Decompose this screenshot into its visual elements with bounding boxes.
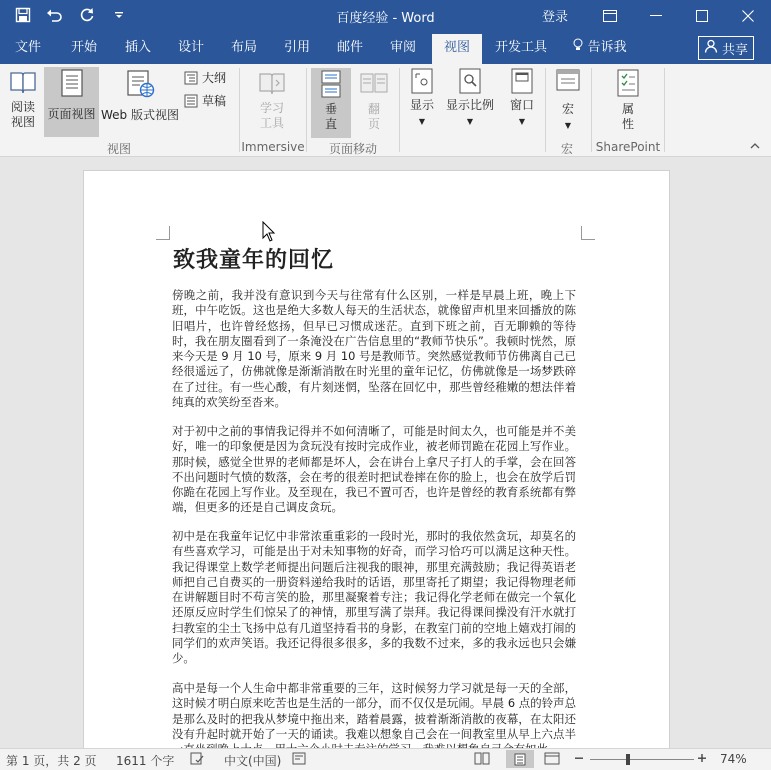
draft-button[interactable] — [184, 92, 234, 110]
show-icon — [410, 68, 434, 94]
maximize-icon[interactable] — [679, 0, 725, 32]
macro-record-icon[interactable] — [292, 752, 306, 768]
document-paragraph[interactable]: 初中是在我童年记忆中非常浓重重彩的一段时光，那时的我依然贪玩，却莫名的有些喜欢学习，可能是出于对未知事物的好奇，而学习恰巧可以满足这种天性。我记得课堂上数学老师提出问题后注视我的眼神，那里充满鼓励；我记得英语老师把自己自费买的一册资料递给我时的话语，那里寄托了期望；我记得物理老师在讲解题目时不苟言笑的脸，那里凝聚着专注；我记得化学老师在做完一个氧化还原反应时学生们惊呆了的神情，那里写满了崇拜。我记得课间操没有汗水就打扫教室的尘土飞扬中总有几道坚持看书的身影，在教室门前的空地上嬉戏打闹的同学们的欢声笑语。我还记得很多很多，多的我数不过来，多的我永远也只会嫌少。 — [172, 529, 576, 666]
print-layout-status-icon[interactable] — [506, 750, 534, 768]
tab-file[interactable]: 文件 — [14, 40, 41, 55]
properties-label: 属 性 — [621, 102, 634, 131]
learning-tools-button[interactable] — [248, 69, 296, 139]
ribbon-view — [0, 64, 771, 157]
ribbon-tabs — [0, 32, 771, 64]
minimize-icon[interactable] — [633, 0, 679, 32]
show-label: 显示 — [409, 98, 434, 112]
language[interactable]: 中文(中国) — [224, 754, 282, 768]
vertical-icon — [320, 70, 342, 98]
read-mode-label: 阅读 视图 — [10, 100, 35, 129]
document-paragraph[interactable]: 傍晚之前，我并没有意识到今天与往常有什么区别，一样是早晨上班，晚上下班，中午吃饭。这也是绝大多数人每天的生活状态，就像留声机里来回播放的陈旧唱片，也许曾经悠扬，但早已习惯成迷茫。直到下班之前，百无聊赖的等待时，我在朋友圈看到了一条淹没在广告信息里的“教师节快乐”。我顿时恍然，原来今天是 9 月 10 号，原来 9 月 10 号是教师节。突然感觉教师节仿佛离自己已经很遥远了，仿佛就像是渐渐消散在时光里的童年记忆，仿佛就像是一场梦跌碎在了过往。有一些心酸，有片刻迷惘，坠落在回忆中，那些曾经稚嫩的想法伴着纯真的欢笑纷至沓来。 — [172, 288, 576, 410]
zoom-out-button[interactable] — [574, 751, 584, 768]
macros-label: 宏 — [561, 102, 574, 116]
print-layout-icon — [60, 69, 84, 97]
macros-icon — [554, 68, 582, 98]
document-paragraph[interactable]: 高中是每一个人生命中都非常重要的三年，这时候努力学习就是每一天的全部，这时候才明白原来吃苦也是生活的一部分，而不仅仅是玩闹。早晨 6 点的铃声总是那么及时的把我从梦境中拖出来，踏着晨露，披着渐渐消散的夜幕，在太阳还没有升起时就开始了一天的诵读。我难以想象自己会在一间教室里从早上六点半 — [172, 681, 576, 741]
zoom-button[interactable] — [444, 68, 496, 138]
ribbon-display-options-icon[interactable] — [587, 0, 633, 32]
close-icon[interactable] — [725, 0, 771, 32]
chevron-down-icon: ▼ — [418, 117, 426, 126]
tab-home[interactable]: 开始 — [70, 40, 97, 55]
read-mode-icon — [9, 68, 37, 96]
group-label-views: 视图 — [106, 142, 131, 156]
tell-me-label: 告诉我 — [587, 40, 627, 55]
group-separator — [399, 68, 400, 152]
macros-button[interactable] — [548, 68, 588, 138]
window-label: 窗口 — [509, 98, 534, 112]
print-layout-label: 页面视图 — [47, 107, 96, 121]
zoom-in-button[interactable] — [697, 751, 707, 768]
window-icon — [510, 68, 534, 94]
document-page[interactable] — [83, 170, 670, 770]
read-mode-status-icon[interactable] — [474, 752, 490, 768]
magnifier-icon — [458, 68, 482, 94]
lightbulb-icon — [573, 40, 587, 55]
proofing-icon[interactable] — [190, 752, 204, 768]
zoom-label: 显示比例 — [445, 98, 494, 112]
tab-references[interactable]: 引用 — [283, 40, 310, 55]
tab-developer[interactable]: 开发工具 — [494, 40, 547, 55]
side-to-side-icon — [360, 70, 388, 98]
tab-tell-me[interactable] — [570, 32, 630, 64]
vertical-label: 垂 直 — [324, 102, 337, 131]
learning-tools-icon — [257, 69, 287, 97]
document-area — [0, 157, 771, 748]
chevron-down-icon: ▼ — [564, 121, 572, 130]
group-label-page-movement: 页面移动 — [328, 142, 377, 156]
margin-corner-mark — [581, 226, 595, 240]
zoom-slider-thumb[interactable] — [626, 754, 630, 765]
tab-review[interactable]: 审阅 — [389, 40, 416, 55]
status-bar — [0, 748, 771, 770]
group-label-sharepoint: SharePoint — [595, 140, 661, 154]
outline-icon — [184, 71, 198, 85]
chevron-down-icon: ▼ — [518, 117, 526, 126]
tab-mailings[interactable]: 邮件 — [336, 40, 363, 55]
zoom-level[interactable]: 74% — [720, 752, 747, 766]
group-label-macros: 宏 — [560, 142, 573, 156]
document-title[interactable]: 致我童年的回忆 — [173, 247, 335, 273]
print-layout-button[interactable] — [44, 67, 99, 137]
word-count[interactable]: 1611 个字 — [116, 754, 175, 768]
tab-view[interactable]: 视图 — [432, 34, 482, 64]
collapse-ribbon-icon[interactable] — [750, 140, 760, 153]
page-count[interactable]: 第 1 页，共 2 页 — [6, 754, 97, 768]
outline-label: 大纲 — [202, 70, 227, 85]
group-separator — [664, 68, 665, 152]
show-button[interactable] — [404, 68, 440, 138]
title-bar — [0, 0, 771, 32]
window-title: 百度经验 - Word — [336, 11, 435, 26]
tab-insert[interactable]: 插入 — [124, 40, 151, 55]
person-icon — [704, 39, 718, 57]
outline-button[interactable] — [184, 69, 234, 87]
web-layout-button[interactable] — [100, 68, 180, 138]
margin-corner-mark — [156, 226, 170, 240]
mouse-cursor-icon — [262, 221, 276, 243]
draft-label: 草稿 — [202, 93, 227, 108]
draft-icon — [184, 94, 198, 108]
group-label-immersive: Immersive — [241, 140, 305, 154]
learning-tools-label: 学习 工具 — [259, 101, 284, 130]
chevron-down-icon: ▼ — [466, 117, 474, 126]
read-mode-button[interactable] — [4, 68, 42, 138]
share-button[interactable] — [698, 36, 754, 60]
login-link[interactable]: 登录 — [542, 10, 569, 25]
vertical-button[interactable] — [311, 68, 351, 138]
properties-icon — [614, 68, 642, 98]
document-paragraph[interactable]: 对于初中之前的事情我记得并不如何清晰了，可能是时间太久，也可能是并不美好，唯一的印象便是因为贪玩没有按时完成作业，被老师罚跪在花园上写作业。那时候，感觉全世界的老师都是坏人，会在讲台上拿尺子打人的手掌，会在回答不出问题时气愤的数落，会在考的很差时把试卷摔在你的脸上，也会在放学后罚你跪在花园上写作业。及至现在，我已不置可否，也许是曾经的教育系统都有弊端，但更多的还是自己调皮贪玩。 — [172, 424, 576, 515]
share-label: 共享 — [721, 42, 748, 58]
properties-button[interactable] — [606, 68, 650, 138]
side-to-side-label: 翻 页 — [367, 102, 380, 131]
web-layout-icon — [125, 70, 155, 98]
web-layout-label: Web 版式视图 — [101, 108, 179, 122]
tab-layout[interactable]: 布局 — [230, 40, 257, 55]
web-layout-status-icon[interactable] — [544, 752, 560, 768]
tab-design[interactable]: 设计 — [177, 40, 204, 55]
side-to-side-button[interactable] — [354, 68, 394, 138]
zoom-slider[interactable] — [590, 759, 694, 760]
window-button[interactable] — [502, 68, 542, 138]
